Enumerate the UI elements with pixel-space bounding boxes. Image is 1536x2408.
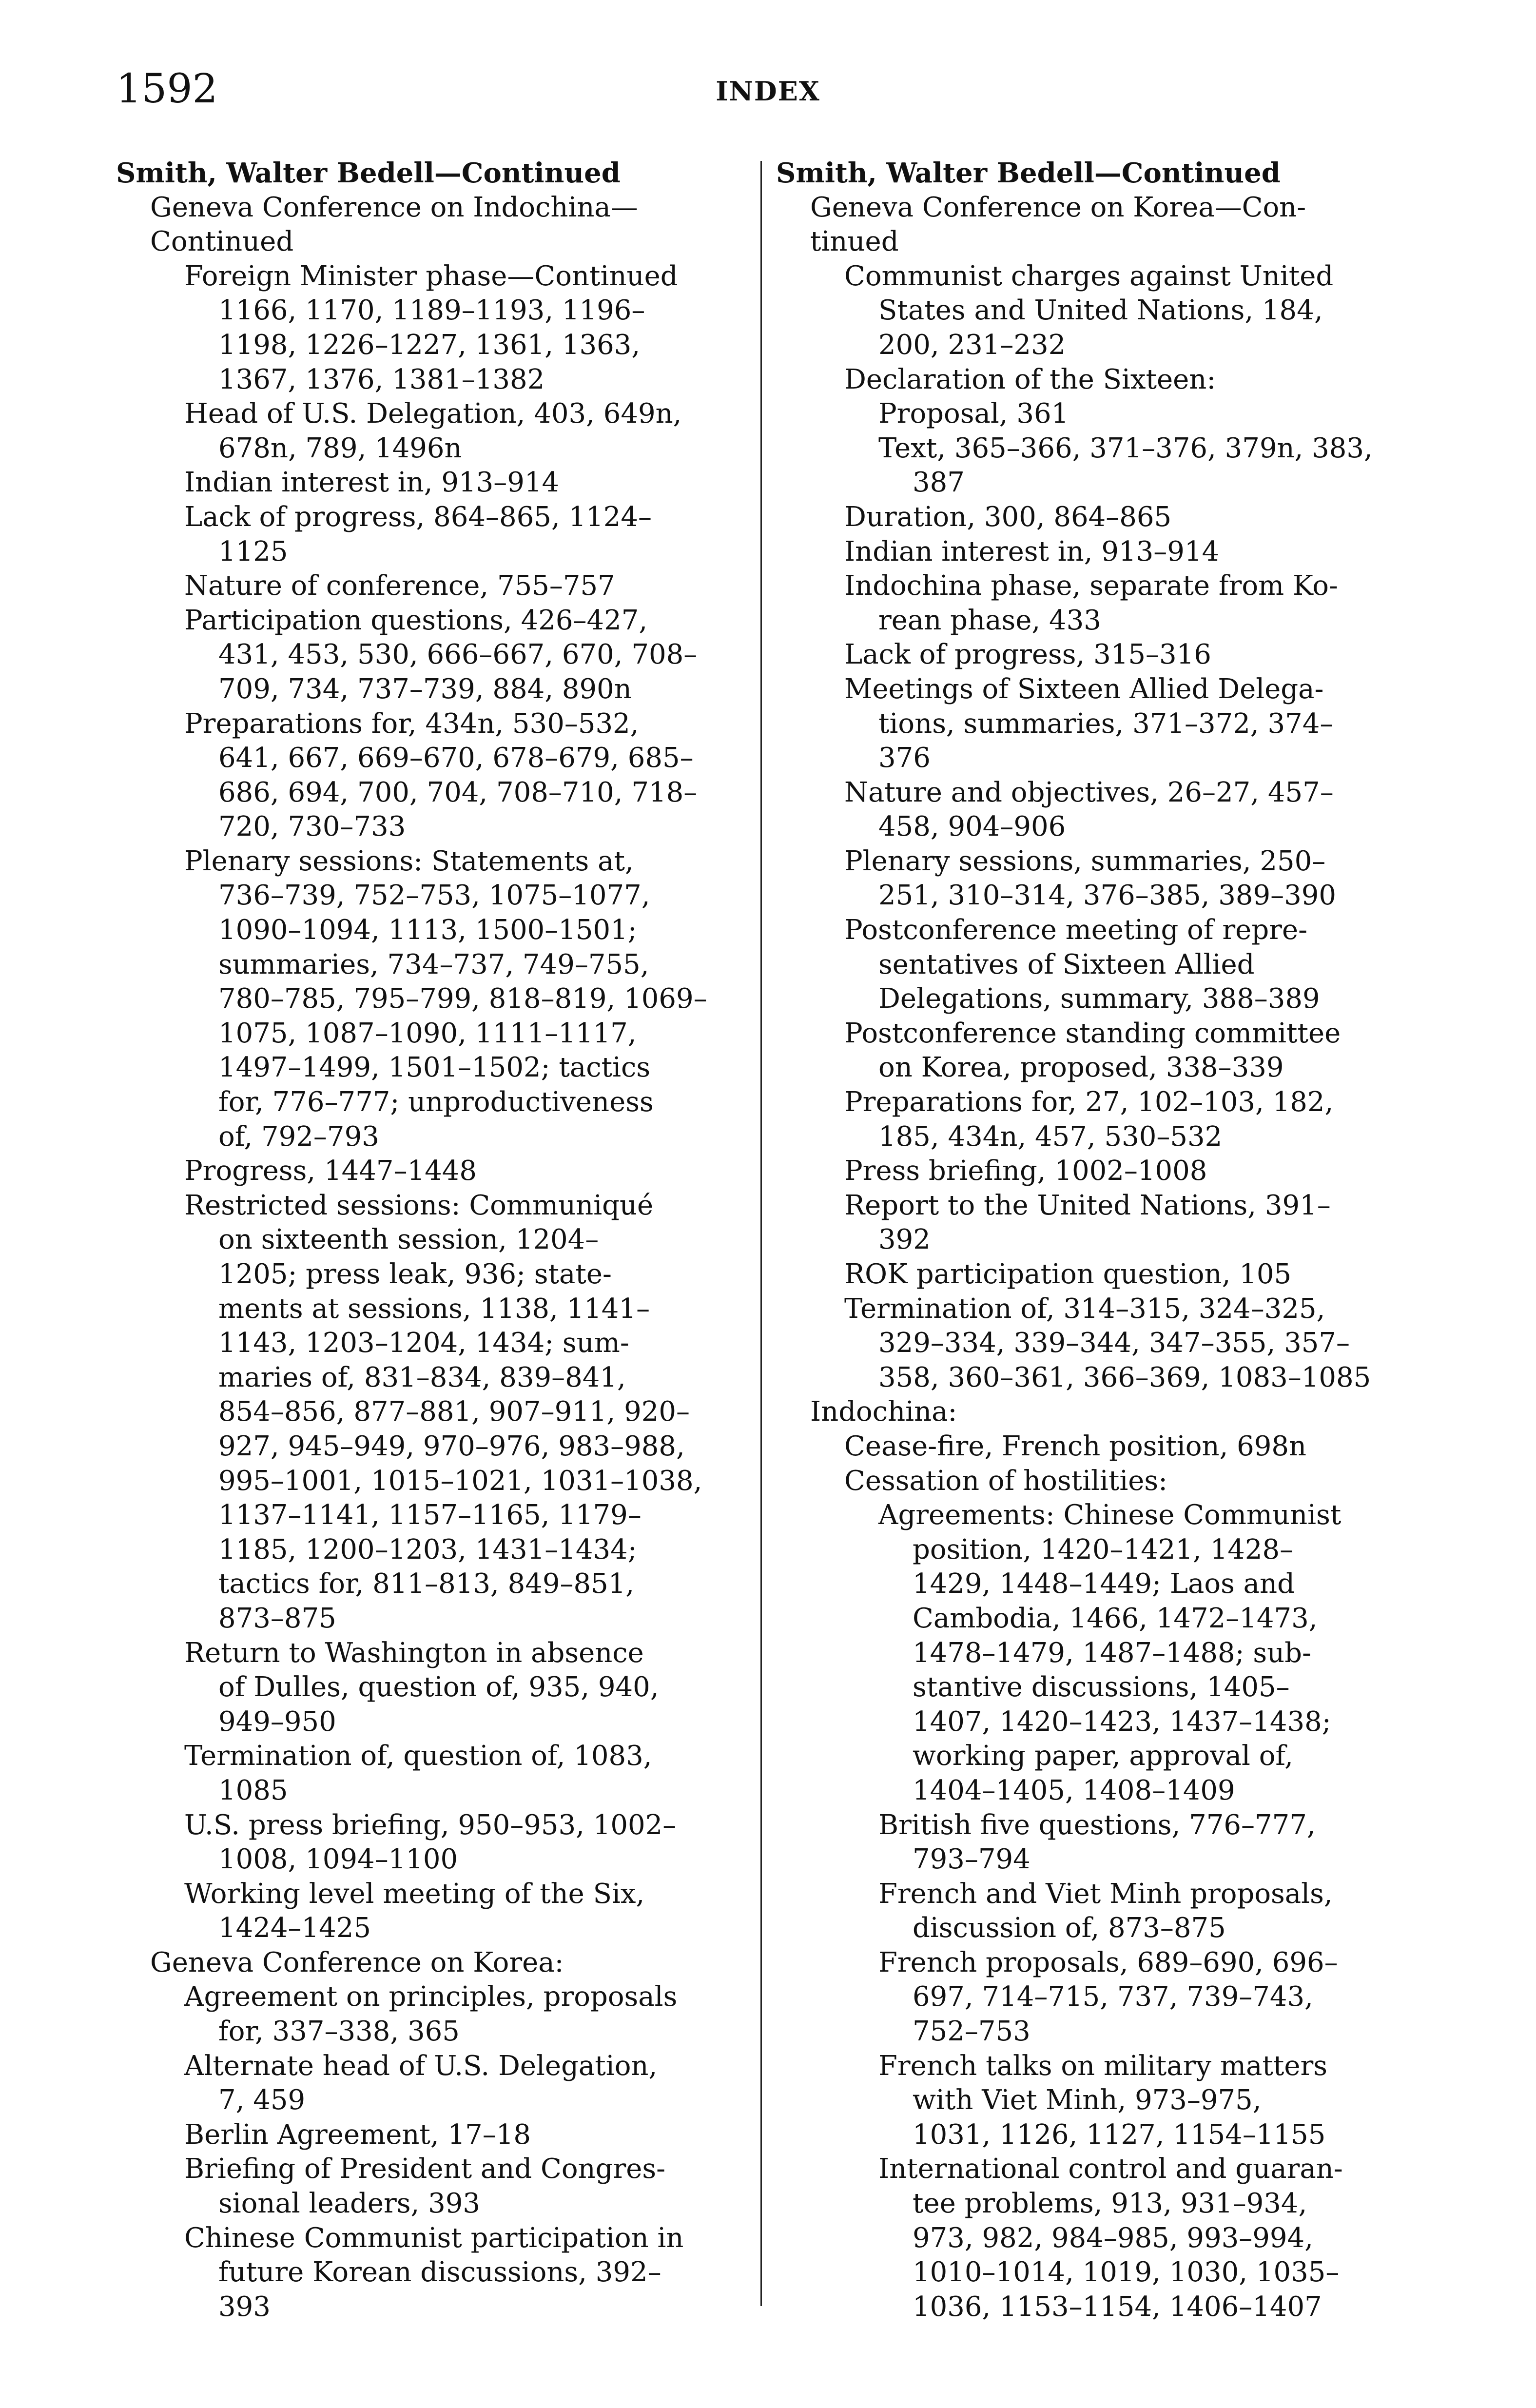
index-entry-line: maries of, 831–834, 839–841, xyxy=(218,1361,626,1393)
index-entry-line: 1137–1141, 1157–1165, 1179– xyxy=(218,1499,642,1531)
index-entry-line: working paper, approval of, xyxy=(913,1740,1293,1772)
index-entry-line: 1429, 1448–1449; Laos and xyxy=(913,1568,1295,1600)
index-entry-line: 1031, 1126, 1127, 1154–1155 xyxy=(913,2118,1326,2151)
index-entry-line: 678n, 789, 1496n xyxy=(218,432,462,464)
index-entry-line: Termination of, question of, 1083, xyxy=(184,1740,652,1772)
index-entry-line: Cambodia, 1466, 1472–1473, xyxy=(913,1602,1318,1634)
index-entry-line: 641, 667, 669–670, 678–679, 685– xyxy=(218,742,694,774)
index-entry-line: of Dulles, question of, 935, 940, xyxy=(218,1671,659,1703)
index-entry-line: 709, 734, 737–739, 884, 890n xyxy=(218,673,632,705)
index-entry-line: 200, 231–232 xyxy=(878,329,1066,361)
index-entry-line: sional leaders, 393 xyxy=(218,2188,480,2220)
index-entry-line: 431, 453, 530, 666–667, 670, 708– xyxy=(218,639,698,671)
index-entry-line: summaries, 734–737, 749–755, xyxy=(218,948,649,980)
index-entry-line: discussion of, 873–875 xyxy=(913,1912,1226,1944)
index-entry-line: Text, 365–366, 371–376, 379n, 383, xyxy=(878,432,1373,464)
index-entry-line: Press briefing, 1002–1008 xyxy=(844,1155,1207,1187)
index-entry-line: 1205; press leak, 936; state- xyxy=(218,1258,612,1290)
index-entry-line: U.S. press briefing, 950–953, 1002– xyxy=(184,1809,677,1841)
index-entry-line: 949–950 xyxy=(218,1705,336,1738)
index-heading: Smith, Walter Bedell—Continued xyxy=(116,157,621,189)
index-column-right xyxy=(776,156,1410,2324)
column-divider xyxy=(760,161,762,2306)
index-entry-line: with Viet Minh, 973–975, xyxy=(913,2084,1262,2116)
index-entry-line: for, 776–777; unproductiveness xyxy=(218,1086,654,1118)
index-entry-line: Return to Washington in absence xyxy=(184,1637,644,1669)
index-entry-line: Nature of conference, 755–757 xyxy=(184,570,615,602)
index-entry-line: sentatives of Sixteen Allied xyxy=(878,948,1255,980)
page-number: 1592 xyxy=(116,66,218,112)
index-entry-line: 1404–1405, 1408–1409 xyxy=(913,1774,1235,1806)
index-entry-line: Briefing of President and Congres- xyxy=(184,2153,666,2185)
index-entry-line: Postconference standing committee xyxy=(844,1017,1341,1049)
index-entry-line: 376 xyxy=(878,742,931,774)
index-entry-line: Continued xyxy=(150,226,294,258)
index-entry-line: 1166, 1170, 1189–1193, 1196– xyxy=(218,294,645,327)
index-entry-line: 752–753 xyxy=(913,2016,1030,2048)
index-entry-line: 873–875 xyxy=(218,1602,336,1634)
index-entry-line: Meetings of Sixteen Allied Delega- xyxy=(844,673,1324,705)
index-entry-line: 720, 730–733 xyxy=(218,811,406,843)
index-entry-line: Indian interest in, 913–914 xyxy=(184,467,560,499)
index-entry-line: Foreign Minister phase—Continued xyxy=(184,260,678,292)
index-entry-line: Berlin Agreement, 17–18 xyxy=(184,2118,531,2151)
index-entry-line: 1010–1014, 1019, 1030, 1035– xyxy=(913,2256,1340,2289)
index-entry-line: 1090–1094, 1113, 1500–1501; xyxy=(218,914,637,946)
index-entry-line: Alternate head of U.S. Delegation, xyxy=(184,2050,658,2082)
index-entry-line: ments at sessions, 1138, 1141– xyxy=(218,1292,650,1325)
index-entry-line: 1008, 1094–1100 xyxy=(218,1843,458,1876)
index-entry-line: Indochina phase, separate from Ko- xyxy=(844,570,1338,602)
index-entry-line: 358, 360–361, 366–369, 1083–1085 xyxy=(878,1361,1371,1393)
index-entry-line: 1075, 1087–1090, 1111–1117, xyxy=(218,1017,637,1049)
index-entry-line: 1185, 1200–1203, 1431–1434; xyxy=(218,1533,637,1566)
index-entry-line: on sixteenth session, 1204– xyxy=(218,1224,599,1256)
index-entry-line: Postconference meeting of repre- xyxy=(844,914,1308,946)
index-entry-line: Termination of, 314–315, 324–325, xyxy=(844,1292,1325,1325)
index-entry-line: French talks on military matters xyxy=(878,2050,1327,2082)
index-entry-line: Geneva Conference on Korea—Con- xyxy=(810,191,1306,223)
index-entry-line: Plenary sessions: Statements at, xyxy=(184,845,634,877)
index-entry-line: 392 xyxy=(878,1224,931,1256)
index-entry-line: British five questions, 776–777, xyxy=(878,1809,1316,1841)
index-entry-line: Restricted sessions: Communiqué xyxy=(184,1189,654,1221)
index-entry-line: Delegations, summary, 388–389 xyxy=(878,983,1320,1015)
index-entry-line: 927, 945–949, 970–976, 983–988, xyxy=(218,1430,685,1462)
index-entry-line: Declaration of the Sixteen: xyxy=(844,363,1216,395)
index-entry-line: 1085 xyxy=(218,1774,288,1806)
index-entry-line: Progress, 1447–1448 xyxy=(184,1155,477,1187)
index-entry-line: 793–794 xyxy=(913,1843,1030,1876)
index-entry-line: Proposal, 361 xyxy=(878,398,1069,430)
index-entry-line: Agreement on principles, proposals xyxy=(184,1981,678,2013)
index-entry-line: 995–1001, 1015–1021, 1031–1038, xyxy=(218,1465,702,1497)
index-entry-line: Geneva Conference on Korea: xyxy=(150,1946,564,1978)
index-entry-line: position, 1420–1421, 1428– xyxy=(913,1533,1294,1566)
index-entry-line: 1424–1425 xyxy=(218,1912,371,1944)
index-entry-line: 973, 982, 984–985, 993–994, xyxy=(913,2222,1313,2254)
index-entry-line: Communist charges against United xyxy=(844,260,1334,292)
index-entry-line: Report to the United Nations, 391– xyxy=(844,1189,1331,1221)
index-entry-line: Chinese Communist participation in xyxy=(184,2222,684,2254)
index-entry-line: 697, 714–715, 737, 739–743, xyxy=(913,1981,1313,2013)
index-entry-line: Preparations for, 434n, 530–532, xyxy=(184,707,639,740)
index-entry-line: rean phase, 433 xyxy=(878,604,1101,636)
index-entry-line: 1497–1499, 1501–1502; tactics xyxy=(218,1052,651,1084)
index-entry-line: 686, 694, 700, 704, 708–710, 718– xyxy=(218,776,698,808)
index-entry-line: Head of U.S. Delegation, 403, 649n, xyxy=(184,398,682,430)
index-entry-line: States and United Nations, 184, xyxy=(878,294,1323,327)
index-entry-line: Cessation of hostilities: xyxy=(844,1465,1168,1497)
index-entry-line: tions, summaries, 371–372, 374– xyxy=(878,707,1334,740)
index-entry-line: Lack of progress, 315–316 xyxy=(844,639,1211,671)
index-entry-line: Cease-fire, French position, 698n xyxy=(844,1430,1307,1462)
index-entry-line: Participation questions, 426–427, xyxy=(184,604,648,636)
index-entry-line: Lack of progress, 864–865, 1124– xyxy=(184,501,652,533)
index-entry-line: tinued xyxy=(810,226,899,258)
index-entry-line: tactics for, 811–813, 849–851, xyxy=(218,1568,635,1600)
index-entry-line: Plenary sessions, summaries, 250– xyxy=(844,845,1326,877)
index-entry-line: on Korea, proposed, 338–339 xyxy=(878,1052,1284,1084)
index-entry-line: 7, 459 xyxy=(218,2084,306,2116)
index-entry-line: 854–856, 877–881, 907–911, 920– xyxy=(218,1396,690,1428)
index-entry-line: 393 xyxy=(218,2291,271,2323)
index-entry-line: 458, 904–906 xyxy=(878,811,1066,843)
index-entry-line: Agreements: Chinese Communist xyxy=(878,1499,1342,1531)
index-entry-line: Duration, 300, 864–865 xyxy=(844,501,1172,533)
index-entry-line: stantive discussions, 1405– xyxy=(913,1671,1290,1703)
index-entry-line: Indochina: xyxy=(810,1396,957,1428)
index-entry-line: 1367, 1376, 1381–1382 xyxy=(218,363,545,395)
index-entry-line: 1143, 1203–1204, 1434; sum- xyxy=(218,1327,629,1359)
index-entry-line: 387 xyxy=(913,467,965,499)
index-entry-line: French and Viet Minh proposals, xyxy=(878,1878,1333,1910)
index-entry-line: for, 337–338, 365 xyxy=(218,2016,460,2048)
index-entry-line: future Korean discussions, 392– xyxy=(218,2256,661,2289)
index-entry-line: Working level meeting of the Six, xyxy=(184,1878,645,1910)
index-heading: Smith, Walter Bedell—Continued xyxy=(776,157,1281,189)
index-entry-line: 1198, 1226–1227, 1361, 1363, xyxy=(218,329,641,361)
index-entry-line: tee problems, 913, 931–934, xyxy=(913,2188,1307,2220)
index-entry-line: International control and guaran- xyxy=(878,2153,1343,2185)
running-head: INDEX xyxy=(716,76,820,107)
index-entry-line: 185, 434n, 457, 530–532 xyxy=(878,1120,1223,1153)
index-entry-line: 1407, 1420–1423, 1437–1438; xyxy=(913,1705,1331,1738)
index-entry-line: Indian interest in, 913–914 xyxy=(844,535,1220,568)
index-entry-line: Preparations for, 27, 102–103, 182, xyxy=(844,1086,1334,1118)
index-column-left xyxy=(116,156,750,2324)
index-entry-line: 736–739, 752–753, 1075–1077, xyxy=(218,880,650,912)
index-entry-line: 1478–1479, 1487–1488; sub- xyxy=(913,1637,1311,1669)
index-entry-line: 1036, 1153–1154, 1406–1407 xyxy=(913,2291,1322,2323)
index-entry-line: 1125 xyxy=(218,535,288,568)
index-entry-line: of, 792–793 xyxy=(218,1120,379,1153)
index-entry-line: French proposals, 689–690, 696– xyxy=(878,1946,1338,1978)
index-entry-line: 251, 310–314, 376–385, 389–390 xyxy=(878,880,1337,912)
index-entry-line: 329–334, 339–344, 347–355, 357– xyxy=(878,1327,1350,1359)
index-entry-line: Nature and objectives, 26–27, 457– xyxy=(844,776,1334,808)
index-entry-line: Geneva Conference on Indochina— xyxy=(150,191,638,223)
index-entry-line: 780–785, 795–799, 818–819, 1069– xyxy=(218,983,707,1015)
index-entry-line: ROK participation question, 105 xyxy=(844,1258,1292,1290)
